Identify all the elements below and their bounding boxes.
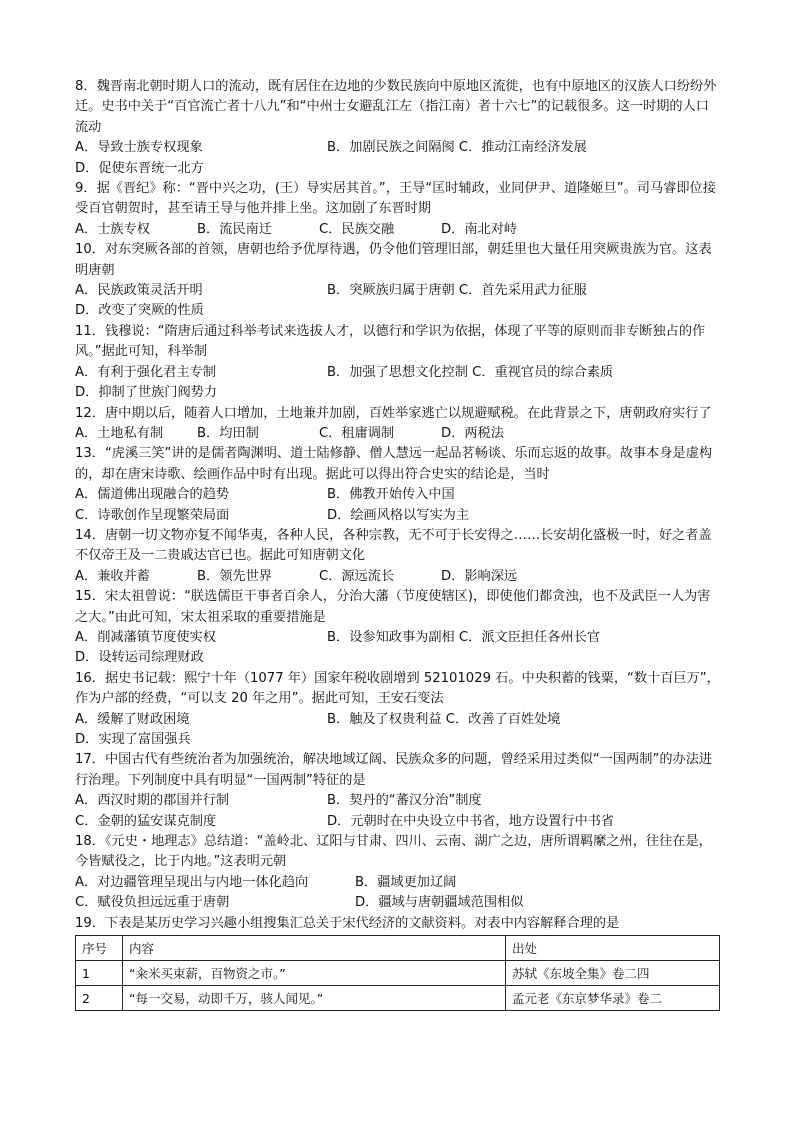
question-14: 14．唐朝一切文物亦复不闻华夷，各种人民，各种宗教，无不可于长安得之……长安胡化盛极一时，好之者盖不仅帝王及一二贵戚达官已也。据此可知唐朝文化 — [75, 527, 712, 564]
question-19: 19．下表是某历史学习兴趣小组搜集汇总关于宋代经济的文献资料。对表中内容解释合理的是 — [75, 915, 620, 931]
table-row — [76, 986, 720, 1011]
option: D．促使东晋统一北方 — [75, 160, 204, 176]
option: D．元朝时在中央设立中书省，地方设置行中书省 — [327, 813, 615, 829]
option: B．加强了思想文化控制 C．重视官员的综合素质 — [327, 364, 614, 380]
option: B．领先世界 — [197, 568, 272, 584]
option: D．两税法 — [441, 425, 504, 441]
option: D．实现了富国强兵 — [75, 732, 191, 747]
option: A．西汉时期的郡国并行制 — [75, 793, 230, 809]
options-10 — [75, 281, 720, 301]
table-cell: 2 — [76, 986, 123, 1011]
option: D．改变了突厥的性质 — [75, 303, 204, 319]
option: A．对边疆管理呈现出与内地一体化趋向 — [75, 874, 309, 890]
question-12: 12．唐中期以后，随着人口增加，土地兼并加剧，百姓举家逃亡以规避赋税。在此背景之下，唐朝政府实行了 — [75, 405, 712, 421]
table-cell: 苏轼《东坡全集》卷二四 — [506, 961, 720, 986]
option: B．疆域更加辽阔 — [355, 874, 457, 890]
table-cell: 1 — [76, 961, 123, 986]
options-13 — [75, 485, 720, 505]
option: D．疆域与唐朝疆域范围相似 — [355, 895, 524, 911]
options-17 — [75, 791, 720, 811]
option: B．佛教开始传入中国 — [327, 487, 455, 503]
option: A．士族专权 — [75, 221, 150, 237]
table-header: 出处 — [506, 936, 720, 961]
option: D．设转运司综理财政 — [75, 650, 204, 666]
question-16: 16．据史书记载：熙宁十年（1077 年）国家年税收剧增到 52101029 石。中央积蓄的钱粟，“数十百巨万”，作为户部的经费，“可以支 20 年之用”。据此可知，王安石变法 — [75, 670, 720, 707]
exam-page — [75, 77, 720, 1011]
options-16 — [75, 710, 720, 730]
option: C．民族交融 — [319, 221, 395, 237]
option: C．租庸调制 — [319, 425, 395, 441]
options-11 — [75, 363, 720, 383]
option: B．均田制 — [197, 425, 259, 441]
option: A．土地私有制 — [75, 425, 164, 441]
question-8: 8．魏晋南北朝时期人口的流动，既有居住在边地的少数民族向中原地区流徙，也有中原地区的汉族人口纷纷外迁。史书中关于“百官流亡者十八九”和“中州士女避乱江左（指江南）者十六七”的记载很多。这一时期的人口流动 — [75, 79, 717, 135]
question-13: 13．“虎溪三笑”讲的是儒者陶渊明、道士陆修静、僧人慧远一起品茗畅谈、乐而忘返的故事。故事本身是虚构的，却在唐宋诗歌、绘画作品中时有出现。据此可以得出符合史实的结论是，当时 — [75, 446, 713, 482]
table-header: 内容 — [123, 936, 506, 961]
option: A．缓解了财政困境 — [75, 711, 190, 727]
question-17: 17．中国古代有些统治者为加强统治，解决地域辽阔、民族众多的问题，曾经采用过类似“一国两制”的办法进行治理。下列制度中具有明显“一国两制”特征的是 — [75, 752, 713, 788]
question-18: 18．《元史・地理志》总结道：“盖岭北、辽阳与甘肃、四川、云南、湖广之边，唐所谓羁縻之州，往往在是，今皆赋役之，比于内地。”这表明元朝 — [75, 834, 712, 870]
option: B．流民南迁 — [197, 221, 272, 237]
question-10: 10．对东突厥各部的首领，唐朝也给予优厚待遇，仍令他们管理旧部，朝廷里也大量任用突厥贵族为官。这表明唐朝 — [75, 242, 712, 278]
question-9: 9．据《晋纪》称：“晋中兴之功，(王）导实居其首。”，王导“匡时辅政，业同伊尹、道隆姬旦”。司马睿即位接受百官朝贺时，甚至请王导与他并排上坐。这加剧了东晋时期 — [75, 181, 716, 217]
option: D．抑制了世族门阀势力 — [75, 385, 218, 401]
question-15: 15．宋太祖曾说：“朕选儒臣干事者百余人，分治大藩（节度使辖区)，即使他们都贪浊，也不及武臣一人为害之大。”由此可知，宋太祖采取的重要措施是 — [75, 589, 711, 625]
table-cell: 孟元老《东京梦华录》卷二 — [506, 986, 720, 1011]
option: B．触及了权贵利益 C．改善了百姓处境 — [327, 711, 561, 727]
table-cell: “籴米买束薪，百物资之市。” — [123, 961, 506, 986]
options-18 — [75, 873, 720, 893]
options-8 — [75, 138, 720, 158]
table-row — [76, 961, 720, 986]
table-cell: “每一交易，动即千万，骇人闻见。” — [123, 986, 506, 1011]
source-table — [75, 935, 720, 1011]
option: D．绘画风格以写实为主 — [327, 507, 470, 523]
option: B．契丹的“蕃汉分治”制度 — [327, 793, 482, 809]
option: A．有利于强化君主专制 — [75, 364, 216, 380]
question-11: 11．钱穆说：“隋唐后通过科举考试来选拔人才，以德行和学识为依据，体现了平等的原则而非专断独占的作风。”据此可知，科举制 — [75, 323, 706, 360]
option: C．诗歌创作呈现繁荣局面 — [75, 507, 230, 523]
option: A．兼收并蓄 — [75, 568, 150, 584]
option: C．源远流长 — [319, 568, 395, 584]
options-12 — [75, 424, 720, 444]
option: B．设参知政事为副相 C．派文臣担任各州长官 — [327, 629, 601, 645]
option: C．金朝的猛安谋克制度 — [75, 813, 217, 829]
table-header-row — [76, 936, 720, 961]
options-15 — [75, 628, 720, 648]
option: A．儒道佛出现融合的趋势 — [75, 487, 230, 503]
option: A．民族政策灵活开明 — [75, 283, 203, 299]
option: C．赋役负担远远重于唐朝 — [75, 895, 230, 911]
options-9 — [75, 220, 720, 240]
option: A．削减藩镇节度使实权 — [75, 629, 216, 645]
option: D．影响深远 — [441, 568, 518, 584]
option: B．突厥族归属于唐朝 C．首先采用武力征服 — [327, 283, 587, 299]
options-14 — [75, 567, 720, 587]
table-header: 序号 — [76, 936, 123, 961]
option: B．加剧民族之间隔阂 C．推动江南经济发展 — [327, 140, 587, 156]
option: A．导致士族专权现象 — [75, 140, 203, 156]
option: D．南北对峙 — [441, 221, 518, 237]
